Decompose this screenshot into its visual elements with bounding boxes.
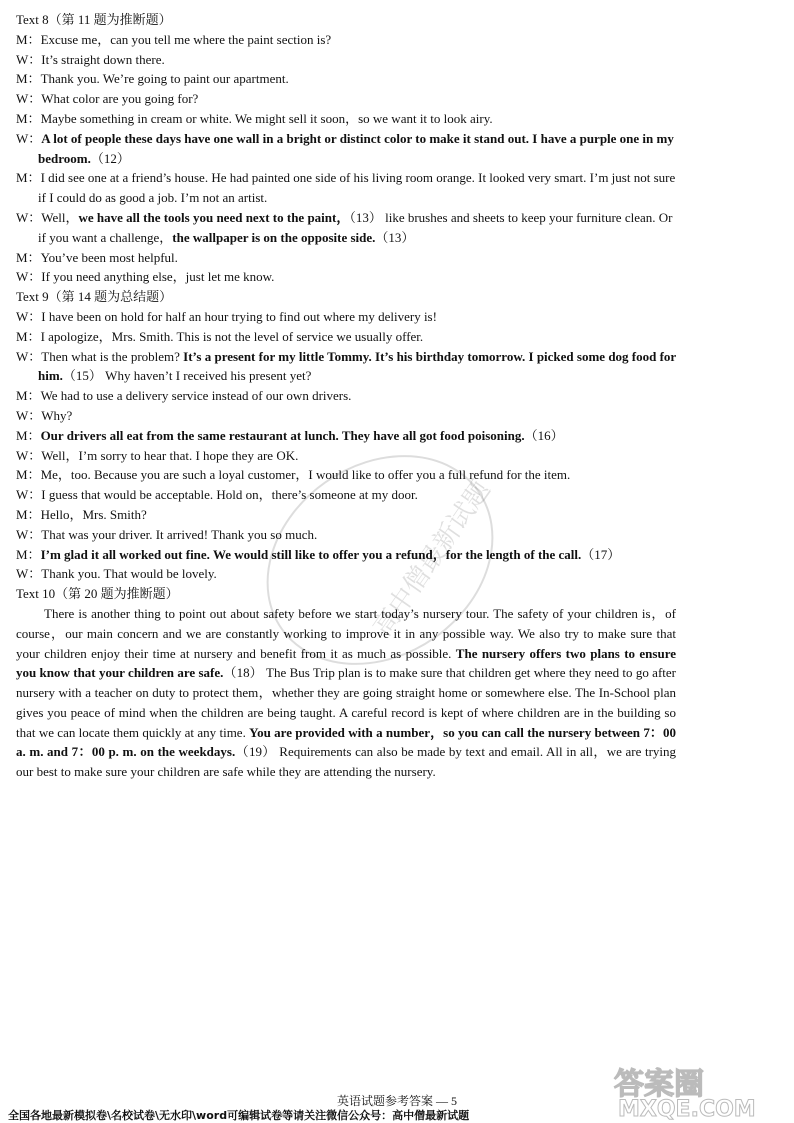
dialogue-text: What color are you going for? xyxy=(41,91,199,107)
speaker-label: W： xyxy=(16,526,42,542)
dialogue-text: （16） xyxy=(524,427,564,443)
dialogue-line xyxy=(16,545,676,565)
speaker-label: W： xyxy=(16,566,42,582)
dialogue-line xyxy=(16,69,676,89)
speaker-label: W： xyxy=(16,130,42,146)
watermark-logo-text: 答案圈 xyxy=(614,1067,704,1102)
answer-key-text: we have all the tools you need next to the paint， xyxy=(78,209,350,225)
speaker-label: W： xyxy=(16,308,42,324)
dialogue-line xyxy=(16,485,676,505)
dialogue-text: If you need anything else，just let me know. xyxy=(41,269,275,285)
dialogue-line xyxy=(16,465,676,485)
dialogue-text: We had to use a delivery service instead of our own drivers. xyxy=(40,388,352,404)
dialogue-text: It’s straight down there. xyxy=(41,51,165,67)
speaker-label: W： xyxy=(16,91,42,107)
dialogue-line xyxy=(16,347,676,387)
dialogue-line xyxy=(16,50,676,70)
document-body xyxy=(16,10,676,782)
speaker-label: M： xyxy=(16,31,41,47)
dialogue-text: Then what is the problem? xyxy=(41,348,184,364)
watermark-logo xyxy=(604,1060,764,1120)
section-title: Text 8（第 11 题为推断题） xyxy=(16,12,172,27)
dialogue-text: Maybe something in cream or white. We might sell it soon，so we want it to look airy. xyxy=(40,110,493,126)
dialogue-text: Thank you. That would be lovely. xyxy=(41,566,217,582)
dialogue-line xyxy=(16,386,676,406)
speaker-label: M： xyxy=(16,110,41,126)
speaker-label: W： xyxy=(16,209,42,225)
dialogue-text: （13） xyxy=(375,229,415,245)
dialogue-line xyxy=(16,89,676,109)
dialogue-line xyxy=(16,406,676,426)
section-title: Text 10（第 20 题为推断题） xyxy=(16,586,179,602)
speaker-label: M： xyxy=(16,388,41,404)
speaker-label: M： xyxy=(16,328,41,344)
speaker-label: W： xyxy=(16,447,42,463)
dialogue-text: I have been on hold for half an hour trying to find out where my delivery is! xyxy=(41,308,437,324)
dialogue-line xyxy=(16,267,676,287)
speaker-label: W： xyxy=(16,348,42,364)
dialogue-line xyxy=(16,208,676,248)
dialogue-text: （15） Why haven’t I received his present yet? xyxy=(62,368,312,384)
watermark-logo-url: MXQE.COM xyxy=(618,1097,756,1120)
dialogue-line xyxy=(16,248,676,268)
dialogue-line xyxy=(16,30,676,50)
speaker-label: M： xyxy=(16,506,41,522)
dialogue-text: There is another thing to point out about safety before we start today’s nursery tour. The safety of your children is，of course，our main concern and we are constantly working to improve it in any possible way. We also try to make sure that your children enjoy their time at nursery and benefit from it as much as possible. xyxy=(16,605,676,661)
answer-key-text: the wallpaper is on the opposite side. xyxy=(172,229,376,245)
dialogue-text: （12） xyxy=(90,150,130,166)
dialogue-text: Me，too. Because you are such a loyal customer，I would like to offer you a full refund for the item. xyxy=(40,467,571,483)
dialogue-text: Excuse me，can you tell me where the paint section is? xyxy=(40,31,332,47)
dialogue-text: （18） The Bus Trip plan is to make sure that children get where they need to go after nursery with a teacher on duty to protect them，whether they are going straight home or somewhere else. The In-School plan gives you peace of mind when the children are being taught. A careful record is kept of where children are in the building so that we can locate them quickly at any time. xyxy=(16,665,676,740)
speaker-label: W： xyxy=(16,487,42,503)
answer-key-text: The nursery offers two plans to ensure you know that your children are safe. xyxy=(16,645,676,681)
dialogue-line xyxy=(16,129,676,169)
dialogue-text: I apologize，Mrs. Smith. This is not the level of service we usually offer. xyxy=(40,328,424,344)
footer-notice: 全国各地最新模拟卷\名校试卷\无水印\word可编辑试卷等请关注微信公众号：高中僧最新试题 xyxy=(8,1109,470,1122)
speaker-label: M： xyxy=(16,170,41,186)
section-title: Text 9（第 14 题为总结题） xyxy=(16,289,173,305)
dialogue-line xyxy=(16,307,676,327)
dialogue-text: Well，I’m sorry to hear that. I hope they are OK. xyxy=(41,447,299,463)
dialogue-line xyxy=(16,327,676,347)
answer-key-text: I’m glad it all worked out fine. We would still like to offer you a refund，for the length of the call. xyxy=(40,546,582,562)
dialogue-line xyxy=(16,446,676,466)
dialogue-text: （19） Requirements can also be made by text and email. All in all，we are trying our best to make sure your children are safe while they are attending the nursery. xyxy=(16,744,677,780)
dialogue-text: I guess that would be acceptable. Hold on，there’s someone at my door. xyxy=(41,487,418,503)
dialogue-text: You’ve been most helpful. xyxy=(40,249,178,265)
dialogue-text: That was your driver. It arrived! Thank you so much. xyxy=(41,526,318,542)
dialogue-line xyxy=(16,505,676,525)
dialogue-line xyxy=(16,109,676,129)
page-number-label: 英语试题参考答案 — 5 xyxy=(336,1094,457,1108)
speaker-label: M： xyxy=(16,427,41,443)
dialogue-text: Why? xyxy=(41,407,73,423)
answer-key-text: You are provided with a number，so you can call the nursery between 7：00 a. m. and 7：00 p. m. on the weekdays. xyxy=(16,724,676,760)
speaker-label: W： xyxy=(16,269,42,285)
dialogue-line xyxy=(16,525,676,545)
monologue-paragraph xyxy=(16,604,676,782)
dialogue-text: （17） xyxy=(581,546,621,562)
speaker-label: M： xyxy=(16,249,41,265)
dialogue-text: I did see one at a friend’s house. He had painted one side of his living room orange. It looked very smart. I’m just not sure if I could do as good a job. I’m not an artist. xyxy=(38,170,676,206)
dialogue-line xyxy=(16,426,676,446)
speaker-label: M： xyxy=(16,71,41,87)
speaker-label: W： xyxy=(16,407,42,423)
dialogue-line xyxy=(16,168,676,208)
watermark-stamp-text: 高中僧最新试题 xyxy=(367,475,497,642)
speaker-label: M： xyxy=(16,546,41,562)
answer-key-text: Our drivers all eat from the same restaurant at lunch. They have all got food poisoning. xyxy=(40,427,525,443)
dialogue-text: Hello，Mrs. Smith? xyxy=(40,506,147,522)
dialogue-text: Thank you. We’re going to paint our apartment. xyxy=(40,71,289,87)
answer-key-text: It’s a present for my little Tommy. It’s his birthday tomorrow. I picked some dog food for him. xyxy=(38,348,676,384)
speaker-label: M： xyxy=(16,467,41,483)
answer-key-text: A lot of people these days have one wall in a bright or distinct color to make it stand out. I have a purple one in my bedroom. xyxy=(38,130,674,166)
dialogue-line xyxy=(16,564,676,584)
dialogue-text: （13） like brushes and sheets to keep your furniture clean. Or if you want a challenge， xyxy=(38,209,673,245)
speaker-label: W： xyxy=(16,51,42,67)
dialogue-text: Well， xyxy=(41,209,79,225)
